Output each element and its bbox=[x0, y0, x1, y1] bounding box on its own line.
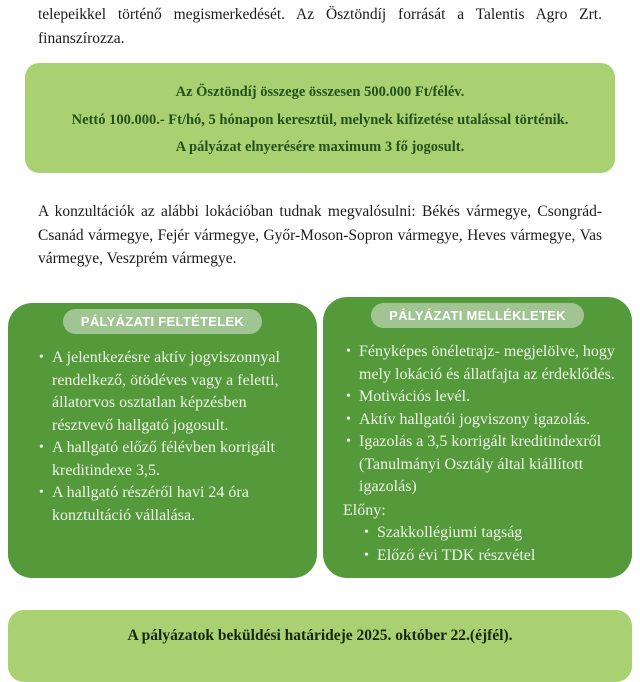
deadline-box bbox=[8, 610, 632, 682]
list-item: • Motivációs levél. bbox=[345, 386, 620, 409]
attachments-list bbox=[323, 341, 632, 499]
scholarship-amount-box bbox=[25, 63, 615, 173]
list-item: • Szakkollégiumi tagság bbox=[363, 522, 620, 545]
attachments-title-pill: PÁLYÁZATI MELLÉKLETEK bbox=[371, 303, 584, 328]
intro-paragraph: telepeikkel történő megismerkedését. Az Ösztöndíj forrását a Talentis Agro Zrt. finanszírozza. bbox=[38, 6, 602, 47]
amount-monthly-line: Nettó 100.000.- Ft/hó, 5 hónapon keresztül, melynek kifizetése utalással történik. bbox=[71, 111, 569, 128]
list-item: • Előző évi TDK részvétel bbox=[363, 545, 620, 568]
list-item: • Igazolás a 3,5 korrigált kreditindexről (Tanulmányi Osztály által kiállított igazolás) bbox=[345, 431, 620, 499]
list-item: • Fényképes önéletrajz- megjelölve, hogy mely lokáció és állatfajta az érdeklődés. bbox=[345, 341, 620, 386]
amount-total-line: Az Ösztöndíj összege összesen 500.000 Ft/félév. bbox=[175, 84, 465, 100]
conditions-list bbox=[8, 347, 317, 527]
advantage-list bbox=[323, 522, 632, 567]
deadline-text: A pályázatok beküldési határideje 2025. október 22.(éjfél). bbox=[127, 627, 513, 644]
locations-paragraph: A konzultációk az alábbi lokációban tudnak megvalósulni: Békés vármegye, Csongrád-Csanád vármegye, Fejér vármegye, Győr-Moson-Sopron vármegye, Heves vármegye, Vas vármegye, Veszprém vármegye. bbox=[38, 203, 602, 267]
list-item: • A hallgató előző félévben korrigált kreditindexe 3,5. bbox=[38, 437, 307, 482]
advantage-label: Előny: bbox=[343, 501, 386, 519]
list-item: • Aktív hallgatói jogviszony igazolás. bbox=[345, 409, 620, 432]
attachments-card bbox=[323, 297, 632, 578]
list-item: • A hallgató részéről havi 24 óra konztultáció vállalása. bbox=[38, 482, 307, 527]
conditions-card bbox=[8, 303, 317, 578]
conditions-title-pill: PÁLYÁZATI FELTÉTELEK bbox=[63, 309, 262, 334]
list-item: • A jelentkezésre aktív jogviszonnyal rendelkező, ötödéves vagy a feletti, állatorvos osztatlan képzésben résztvevő hallgató jogosult. bbox=[38, 347, 307, 437]
amount-max-line: A pályázat elnyerésére maximum 3 fő jogosult. bbox=[175, 139, 465, 155]
